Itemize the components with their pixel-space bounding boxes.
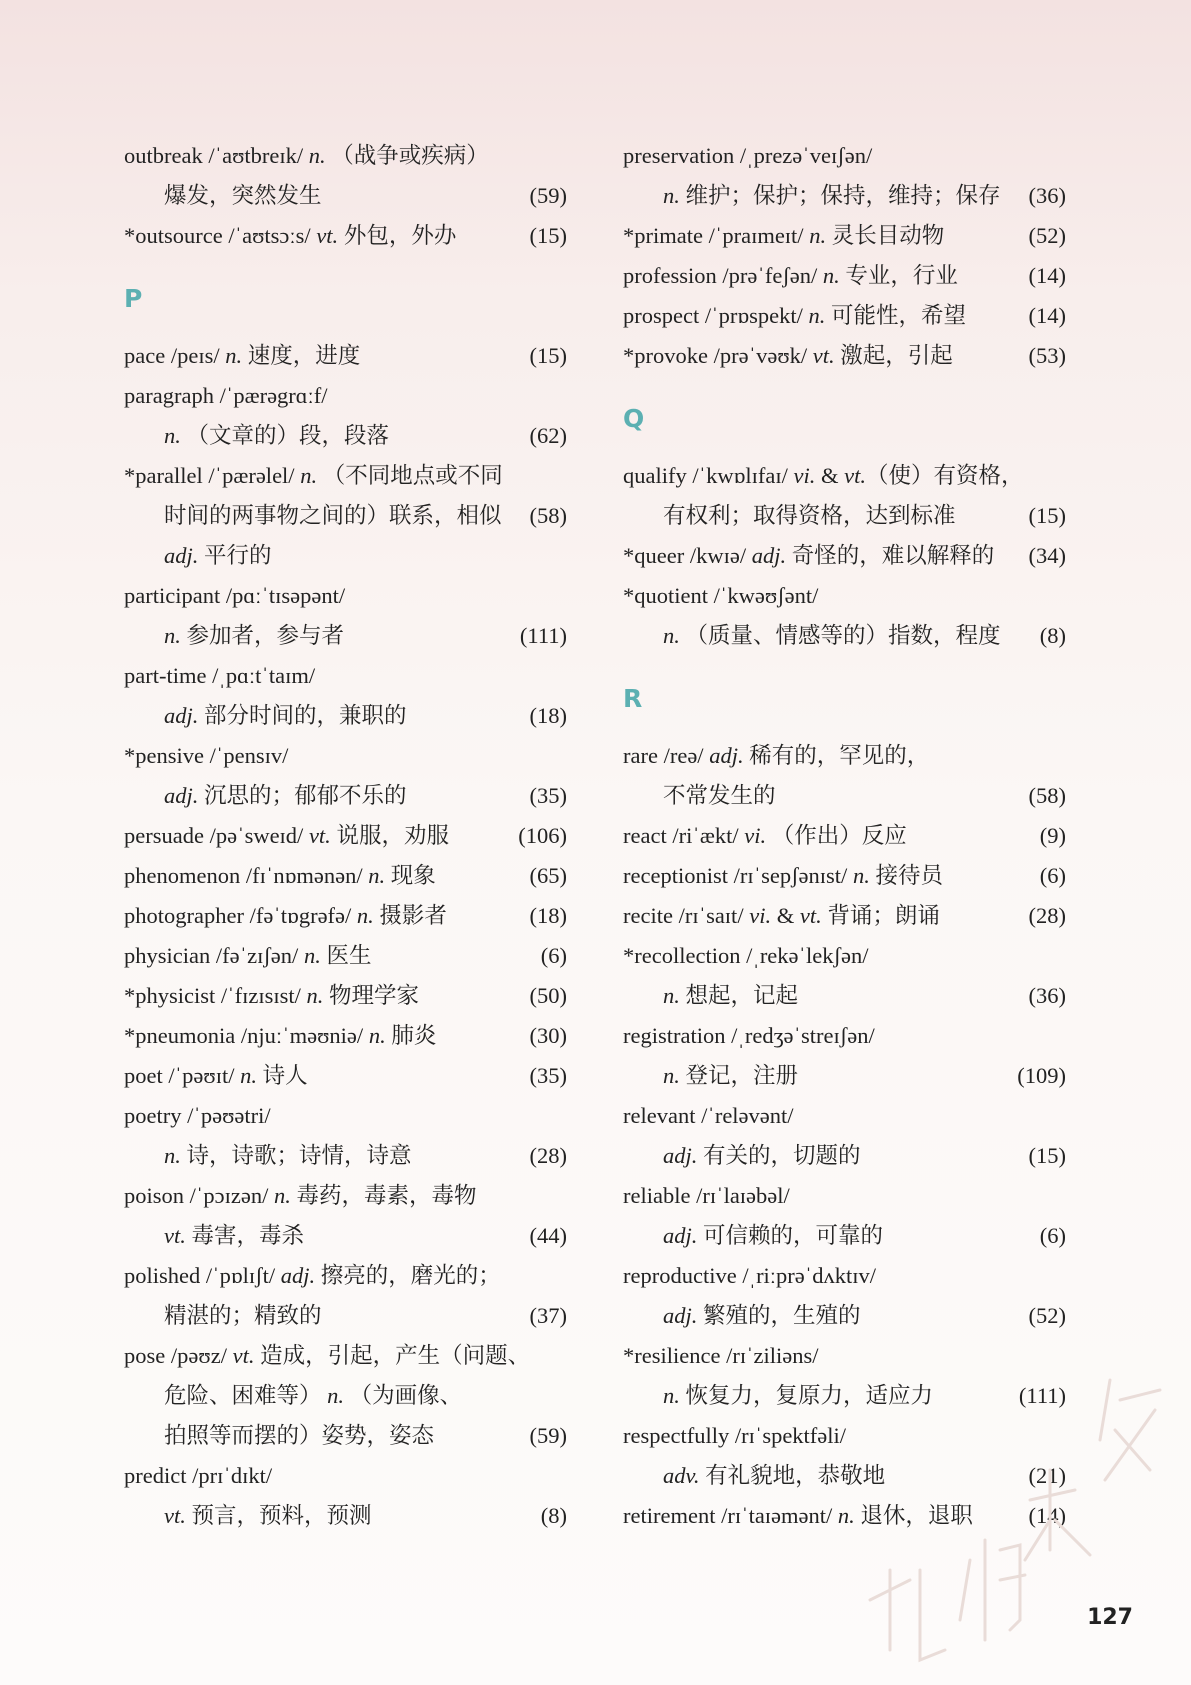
entry-text: respectfully /rɪˈspektfəli/ [623, 1423, 847, 1448]
entry-text: adj. 部分时间的，兼职的 [164, 703, 407, 728]
part-of-speech: n. [837, 1503, 855, 1528]
entry-text: qualify /ˈkwɒlɪfaɪ/ vi. & vt.（使）有资格， [623, 463, 1024, 488]
entry-text: adj. 平行的 [164, 543, 272, 568]
part-of-speech: vt. [812, 343, 835, 368]
part-of-speech: n. [164, 423, 181, 448]
page-reference: (15) [1028, 503, 1066, 528]
right-entry-line [623, 1256, 1066, 1296]
entry-text: phenomenon /fɪˈnɒmənən/ n. 现象 [124, 863, 436, 888]
left-entry-line [124, 1256, 567, 1296]
entry-text: participant /pɑːˈtɪsəpənt/ [124, 583, 346, 608]
part-of-speech: n. [809, 223, 827, 248]
right-entry-line [623, 1136, 1066, 1176]
part-of-speech: n. [356, 903, 374, 928]
right-entry-line [623, 1496, 1066, 1536]
entry-text: receptionist /rɪˈsepʃənɪst/ n. 接待员 [623, 863, 943, 888]
part-of-speech: n. [663, 1383, 680, 1408]
entry-text: n. 维护；保护；保持，维持；保存 [663, 183, 1001, 208]
left-entry-line [124, 976, 567, 1016]
entry-text: registration /ˌredʒəˈstreɪʃən/ [623, 1023, 875, 1048]
part-of-speech: n. [663, 623, 680, 648]
entry-text: adj. 繁殖的，生殖的 [663, 1303, 861, 1328]
entry-text: n. 恢复力，复原力，适应力 [663, 1383, 934, 1408]
entry-text: retirement /rɪˈtaɪəmənt/ n. 退休，退职 [623, 1503, 973, 1528]
page-reference: (50) [529, 983, 567, 1008]
entry-text: 拍照等而摆的）姿势，姿态 [164, 1423, 435, 1448]
left-entry-line [124, 896, 567, 936]
entry-text: poetry /ˈpəʊətri/ [124, 1103, 271, 1128]
left-entry-line [124, 1136, 567, 1176]
page-reference: (65) [529, 863, 567, 888]
entry-text: adj. 沉思的；郁郁不乐的 [164, 783, 407, 808]
right-entry-line [623, 1016, 1066, 1056]
part-of-speech: adv. [663, 1463, 700, 1488]
part-of-speech: n. [327, 1383, 345, 1408]
left-entry-line [124, 656, 567, 696]
page-reference: (37) [529, 1303, 567, 1328]
entry-text: part-time /ˌpɑːtˈtaɪm/ [124, 663, 316, 688]
part-of-speech: n. [164, 1143, 181, 1168]
right-entry-line [623, 336, 1066, 376]
left-entry-line [124, 1496, 567, 1536]
entry-text: n. （文章的）段，段落 [164, 423, 390, 448]
part-of-speech: adj. [709, 743, 744, 768]
page-reference: (53) [1028, 343, 1066, 368]
left-entry-line [124, 1016, 567, 1056]
page-reference: (34) [1028, 543, 1066, 568]
part-of-speech: n. [273, 1183, 291, 1208]
entry-text: predict /prɪˈdɪkt/ [124, 1463, 273, 1488]
part-of-speech: n. [306, 983, 324, 1008]
entry-text: *primate /ˈpraɪmeɪt/ n. 灵长目动物 [623, 223, 945, 248]
left-entry-line [124, 1056, 567, 1096]
right-entry-line [623, 896, 1066, 936]
entry-text: persuade /pəˈsweɪd/ vt. 说服，劝服 [124, 823, 449, 848]
part-of-speech: adj. [164, 543, 199, 568]
left-entry-line [124, 416, 567, 456]
page-reference: (109) [1017, 1063, 1066, 1088]
left-entry-line [124, 1376, 567, 1416]
right-entry-line [623, 976, 1066, 1016]
right-entry-line [623, 136, 1066, 176]
right-entry-line [623, 616, 1066, 656]
left-entry-line [124, 1216, 567, 1256]
right-entry-line [623, 216, 1066, 256]
part-of-speech: vi. [749, 903, 772, 928]
entry-text: n. 诗，诗歌；诗情，诗意 [164, 1143, 412, 1168]
page-reference: (6) [1039, 863, 1066, 888]
part-of-speech: vt. [316, 223, 339, 248]
entry-text: vt. 毒害，毒杀 [164, 1223, 305, 1248]
page-reference: (59) [529, 1423, 567, 1448]
entry-text: 有权利；取得资格，达到标准 [663, 503, 956, 528]
entry-text: reproductive /ˌriːprəˈdʌktɪv/ [623, 1263, 877, 1288]
right-entry-line [623, 1296, 1066, 1336]
part-of-speech: n. [852, 863, 870, 888]
left-entry-line [124, 576, 567, 616]
part-of-speech: vt. [799, 903, 822, 928]
page-reference: (106) [518, 823, 567, 848]
left-entry-line [124, 216, 567, 256]
right-entry-line [623, 296, 1066, 336]
entry-text: photographer /fəˈtɒgrəfə/ n. 摄影者 [124, 903, 447, 928]
part-of-speech: vt. [164, 1503, 186, 1528]
section-letter-q: Q [623, 404, 645, 433]
entry-text: recite /rɪˈsaɪt/ vi. & vt. 背诵；朗诵 [623, 903, 940, 928]
entry-text: physician /fəˈzɪʃən/ n. 医生 [124, 943, 372, 968]
part-of-speech: n. [663, 1063, 680, 1088]
page-reference: (15) [529, 223, 567, 248]
entry-text: n. （质量、情感等的）指数，程度 [663, 623, 1001, 648]
entry-text: rare /reə/ adj. 稀有的，罕见的， [623, 743, 930, 768]
left-column [124, 136, 567, 1536]
right-entry-line [623, 256, 1066, 296]
part-of-speech: vi. [744, 823, 767, 848]
left-entry-line [124, 1416, 567, 1456]
page-reference: (44) [529, 1223, 567, 1248]
page-reference: (14) [1028, 263, 1066, 288]
page-reference: (35) [529, 1063, 567, 1088]
page-reference: (6) [540, 943, 567, 968]
left-entry-line [124, 536, 567, 576]
left-entry-line [124, 816, 567, 856]
page-reference: (62) [529, 423, 567, 448]
page-reference: (18) [529, 903, 567, 928]
part-of-speech: adj. [663, 1223, 698, 1248]
page-reference: (21) [1028, 1463, 1066, 1488]
entry-text: pace /peɪs/ n. 速度，进度 [124, 343, 361, 368]
part-of-speech: vt. [232, 1343, 255, 1368]
right-column [623, 136, 1066, 1536]
entry-text: n. 参加者，参与者 [164, 623, 345, 648]
entry-text: 不常发生的 [663, 783, 776, 808]
entry-text: poison /ˈpɔɪzən/ n. 毒药，毒素，毒物 [124, 1183, 477, 1208]
left-entry-line [124, 376, 567, 416]
entry-text: *provoke /prəˈvəʊk/ vt. 激起，引起 [623, 343, 953, 368]
part-of-speech: vi. [793, 463, 816, 488]
page-reference: (36) [1028, 183, 1066, 208]
right-entry-line [623, 1216, 1066, 1256]
entry-text: n. 想起，记起 [663, 983, 799, 1008]
right-entry-line [623, 1416, 1066, 1456]
entry-text: *quotient /ˈkwəʊʃənt/ [623, 583, 819, 608]
entry-text: *recollection /ˌrekəˈlekʃən/ [623, 943, 869, 968]
entry-text: paragraph /ˈpærəgrɑːf/ [124, 383, 328, 408]
entry-text: *physicist /ˈfɪzɪsɪst/ n. 物理学家 [124, 983, 420, 1008]
entry-text: pose /pəʊz/ vt. 造成，引起，产生（问题、 [124, 1343, 531, 1368]
left-entry-line [124, 1296, 567, 1336]
left-entry-line [124, 856, 567, 896]
entry-text: 爆发，突然发生 [164, 183, 322, 208]
left-entry-line [124, 456, 567, 496]
left-entry-line [124, 1096, 567, 1136]
entry-text: 精湛的；精致的 [164, 1303, 322, 1328]
left-entry-line [124, 1336, 567, 1376]
right-entry-line [623, 576, 1066, 616]
page-reference: (59) [529, 183, 567, 208]
entry-text: polished /ˈpɒlɪʃt/ adj. 擦亮的，磨光的； [124, 1263, 501, 1288]
page-reference: (111) [519, 623, 567, 648]
part-of-speech: n. [303, 943, 321, 968]
entry-text: n. 登记，注册 [663, 1063, 799, 1088]
right-entry-line [623, 1456, 1066, 1496]
entry-text: reliable /rɪˈlaɪəbəl/ [623, 1183, 790, 1208]
entry-text: preservation /ˌprezəˈveɪʃən/ [623, 143, 873, 168]
part-of-speech: n. [368, 1023, 386, 1048]
part-of-speech: n. [308, 143, 326, 168]
part-of-speech: n. [822, 263, 840, 288]
part-of-speech: n. [663, 983, 680, 1008]
right-entry-line [623, 936, 1066, 976]
left-entry-line [124, 1176, 567, 1216]
left-entry-line [124, 496, 567, 536]
right-entry-line [623, 816, 1066, 856]
right-entry-line [623, 856, 1066, 896]
page-reference: (9) [1039, 823, 1066, 848]
left-entry-line [124, 176, 567, 216]
page-reference: (30) [529, 1023, 567, 1048]
entry-text: 时间的两事物之间的）联系，相似 [164, 503, 502, 528]
part-of-speech: n. [368, 863, 386, 888]
entry-text: 危险、困难等） n. （为画像、 [164, 1383, 463, 1408]
page-reference: (8) [540, 1503, 567, 1528]
part-of-speech: vt. [164, 1223, 186, 1248]
part-of-speech: n. [225, 343, 243, 368]
right-entry-line [623, 736, 1066, 776]
entry-text: profession /prəˈfeʃən/ n. 专业，行业 [623, 263, 958, 288]
part-of-speech: adj. [751, 543, 787, 568]
section-letter-r: R [623, 684, 643, 713]
part-of-speech: n. [300, 463, 318, 488]
page-reference: (58) [1028, 783, 1066, 808]
right-entry-line [623, 1176, 1066, 1216]
right-entry-line [623, 496, 1066, 536]
page-reference: (28) [1028, 903, 1066, 928]
right-entry-line [623, 456, 1066, 496]
part-of-speech: n. [663, 183, 680, 208]
page-reference: (15) [529, 343, 567, 368]
part-of-speech: adj. [164, 703, 199, 728]
entry-text: *pensive /ˈpensɪv/ [124, 743, 289, 768]
entry-text: *parallel /ˈpærəlel/ n. （不同地点或不同 [124, 463, 503, 488]
entry-text: *pneumonia /njuːˈməʊniə/ n. 肺炎 [124, 1023, 437, 1048]
page-reference: (52) [1028, 223, 1066, 248]
entry-text: outbreak /ˈaʊtbreɪk/ n. （战争或疾病） [124, 143, 489, 168]
page-reference: (111) [1018, 1383, 1066, 1408]
part-of-speech: adj. [663, 1143, 698, 1168]
entry-text: adv. 有礼貌地，恭敬地 [663, 1463, 886, 1488]
entry-text: react /riˈækt/ vi. （作出）反应 [623, 823, 907, 848]
entry-text: *outsource /ˈaʊtsɔːs/ vt. 外包，外办 [124, 223, 457, 248]
page-reference: (18) [529, 703, 567, 728]
part-of-speech: vt. [844, 463, 866, 488]
right-entry-line [623, 776, 1066, 816]
part-of-speech: vt. [308, 823, 331, 848]
entry-text: relevant /ˈreləvənt/ [623, 1103, 794, 1128]
part-of-speech: n. [164, 623, 181, 648]
page-reference: (28) [529, 1143, 567, 1168]
entry-text: adj. 有关的，切题的 [663, 1143, 861, 1168]
entry-text: *queer /kwɪə/ adj. 奇怪的，难以解释的 [623, 543, 995, 568]
left-entry-line [124, 776, 567, 816]
right-entry-line [623, 1096, 1066, 1136]
part-of-speech: adj. [164, 783, 199, 808]
part-of-speech: n. [240, 1063, 257, 1088]
right-entry-line [623, 1056, 1066, 1096]
left-entry-line [124, 616, 567, 656]
page-reference: (14) [1028, 1503, 1066, 1528]
page-reference: (35) [529, 783, 567, 808]
entry-text: poet /ˈpəʊɪt/ n. 诗人 [124, 1063, 308, 1088]
entry-text: prospect /ˈprɒspekt/ n. 可能性，希望 [623, 303, 966, 328]
page-reference: (6) [1039, 1223, 1066, 1248]
right-entry-line [623, 1336, 1066, 1376]
right-entry-line [623, 176, 1066, 216]
left-entry-line [124, 336, 567, 376]
left-entry-line [124, 1456, 567, 1496]
entry-text: vt. 预言，预料，预测 [164, 1503, 372, 1528]
page-reference: (8) [1039, 623, 1066, 648]
left-entry-line [124, 696, 567, 736]
section-letter-p: P [124, 284, 143, 313]
part-of-speech: n. [808, 303, 826, 328]
part-of-speech: adj. [663, 1303, 698, 1328]
left-entry-line [124, 136, 567, 176]
entry-text: adj. 可信赖的，可靠的 [663, 1223, 884, 1248]
page-reference: (15) [1028, 1143, 1066, 1168]
entry-text: *resilience /rɪˈziliəns/ [623, 1343, 819, 1368]
part-of-speech: adj. [280, 1263, 316, 1288]
right-entry-line [623, 536, 1066, 576]
left-entry-line [124, 936, 567, 976]
page-number: 127 [1087, 1605, 1133, 1630]
page-reference: (36) [1028, 983, 1066, 1008]
right-entry-line [623, 1376, 1066, 1416]
page-reference: (14) [1028, 303, 1066, 328]
page-reference: (52) [1028, 1303, 1066, 1328]
page-reference: (58) [529, 503, 567, 528]
left-entry-line [124, 736, 567, 776]
